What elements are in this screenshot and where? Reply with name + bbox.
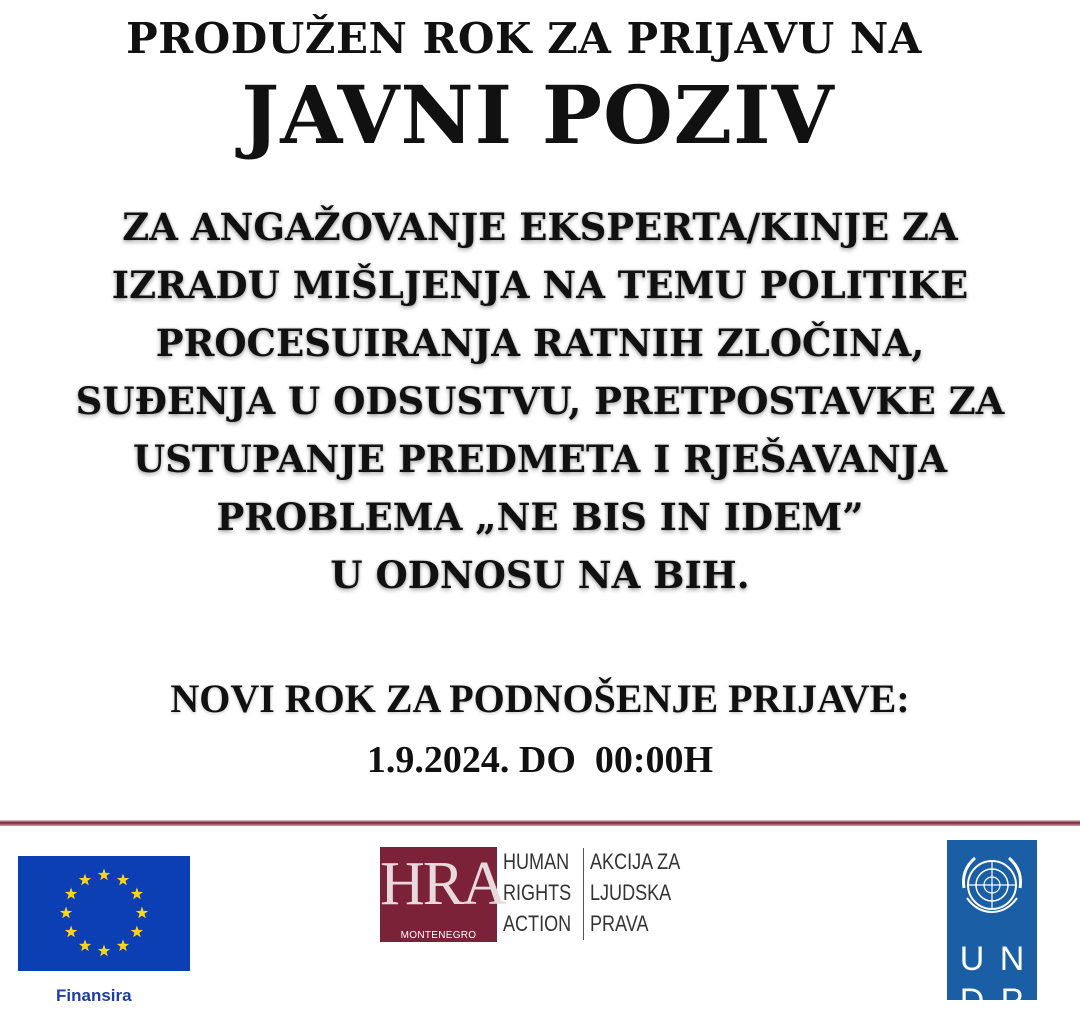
undp-letter-p: P [1000, 982, 1024, 1020]
deadline-date: 1.9.2024. DO 00:00H [366, 739, 714, 781]
description-line: PROBLEMA „NE BIS IN IDEM” [216, 495, 864, 539]
eu-star-icon [65, 888, 77, 900]
eu-star-icon [98, 869, 110, 881]
undp-letter-d: D [959, 982, 985, 1020]
eu-flag-logo [18, 856, 190, 971]
eu-star-icon [98, 945, 110, 957]
description-line: USTUPANJE PREDMETA I RJEŠAVANJA [132, 437, 948, 481]
eu-star-icon [131, 926, 143, 938]
hra-name-me [590, 846, 680, 939]
hra-name-en-line: ACTION [503, 911, 572, 936]
hra-logo-letters: HRA [380, 850, 505, 918]
hra-logo-country: MONTENEGRO [400, 930, 477, 941]
eu-star-icon [136, 907, 148, 919]
eu-star-icon [117, 874, 129, 886]
eu-funding-label: Finansira [56, 986, 132, 1005]
eu-star-icon [60, 907, 72, 919]
hra-name-me-line: AKCIJA ZA [590, 849, 681, 874]
hra-name-en [503, 846, 571, 939]
eu-star-icon [131, 888, 143, 900]
undp-letter-u: U [959, 940, 985, 978]
page-title: JAVNI POZIV [241, 68, 835, 162]
eu-star-icon [117, 939, 129, 951]
call-description [0, 198, 1080, 604]
hra-logo [380, 847, 505, 942]
un-emblem-icon [947, 840, 1037, 930]
description-line: U ODNOSU NA BIH. [330, 553, 750, 597]
undp-logo [947, 840, 1037, 1020]
hra-name-en-line: HUMAN [503, 849, 570, 874]
undp-letter-n: N [999, 940, 1025, 978]
hra-name-me-line: PRAVA [590, 911, 649, 936]
description-line: ZA ANGAŽOVANJE EKSPERTA/KINJE ZA [122, 205, 958, 249]
description-line: IZRADU MIŠLJENJA NA TEMU POLITIKE [111, 263, 969, 307]
description-line: SUĐENJA U ODSUSTVU, PRETPOSTAVKE ZA [75, 379, 1005, 423]
eu-star-icon [79, 874, 91, 886]
eu-star-icon [65, 926, 77, 938]
eu-star-icon [79, 939, 91, 951]
description-line: PROCESUIRANJA RATNIH ZLOČINA, [155, 321, 925, 365]
hra-name-me-line: LJUDSKA [590, 880, 672, 905]
divider [0, 820, 1080, 826]
pre-title: PRODUŽEN ROK ZA PRIJAVU NA [126, 14, 922, 63]
hra-name-en-line: RIGHTS [503, 880, 572, 905]
hra-separator [583, 848, 584, 940]
deadline-title: NOVI ROK ZA PODNOŠENJE PRIJAVE: [170, 676, 910, 721]
eu-stars-icon [18, 856, 190, 971]
